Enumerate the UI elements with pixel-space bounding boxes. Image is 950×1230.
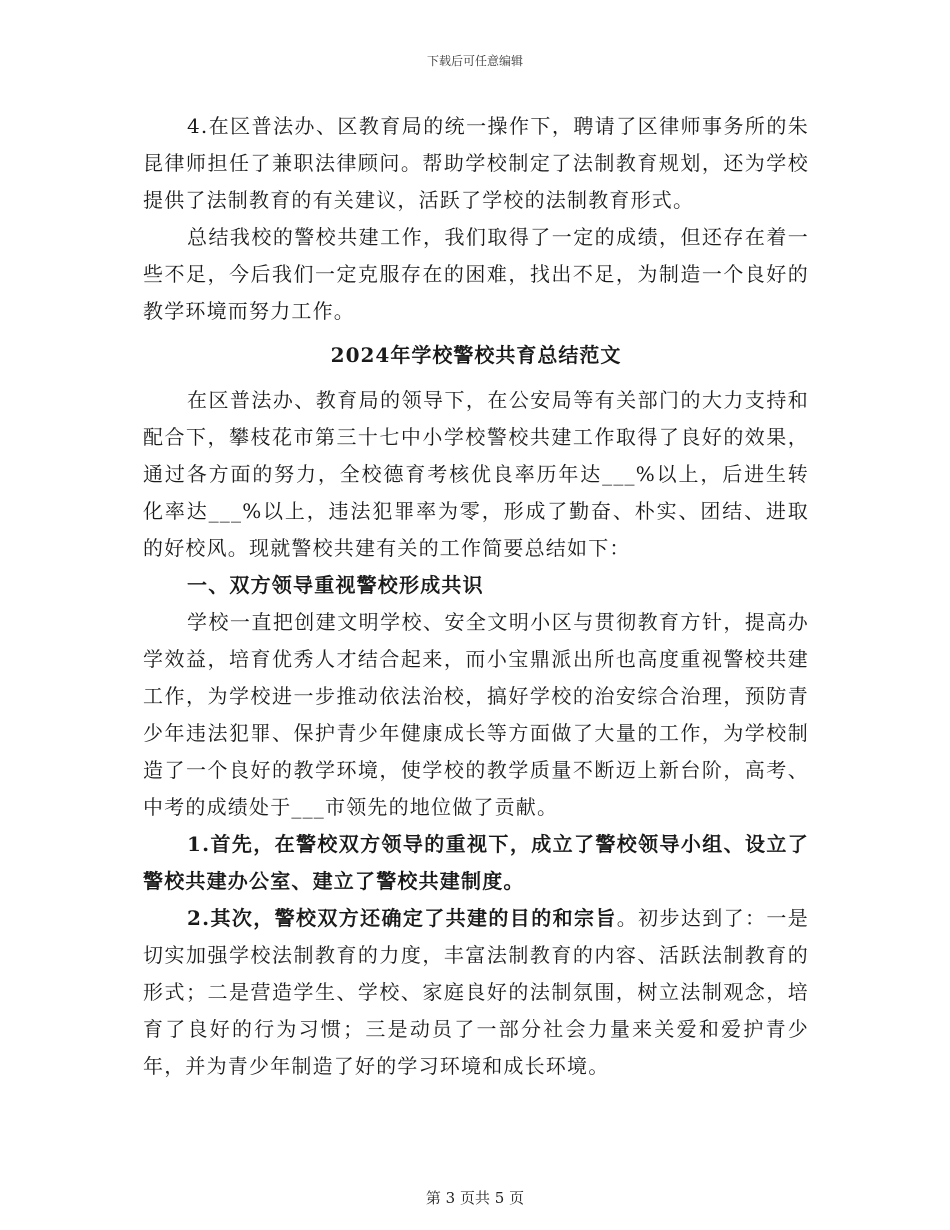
paragraph-item-4: 4.在区普法办、区教育局的统一操作下，聘请了区律师事务所的朱昆律师担任了兼职法律顾问。帮助学校制定了法制教育规划，还为学校提供了法制教育的有关建议，活跃了学校的法制教育形式。 bbox=[143, 114, 809, 212]
section-heading-1: 一、双方领导重视警校形成共识 bbox=[187, 573, 484, 597]
paragraph-intro: 在区普法办、教育局的领导下，在公安局等有关部门的大力支持和配合下，攀枝花市第三十七中小学校警校共建工作取得了良好的效果，通过各方面的努力，全校德育考核优良率历年达___%以上，后进生转化率达___%以上，违法犯罪率为零，形成了勤奋、朴实、团结、进取的好校风。现就警校共建有关的工作简要总结如下： bbox=[143, 388, 809, 560]
document-title: 2024年学校警校共育总结范文 bbox=[330, 343, 622, 367]
page-header: 下载后可任意编辑 bbox=[426, 54, 523, 68]
page-footer: 第 3 页共 5 页 bbox=[425, 1189, 525, 1207]
document-body bbox=[143, 108, 809, 1085]
paragraph-point-2 bbox=[143, 900, 809, 1085]
paragraph-point-1: 1.首先，在警校双方领导的重视下，成立了警校领导小组、设立了警校共建办公室、建立了警校共建制度。 bbox=[143, 832, 809, 893]
point-2-lead: 2.其次，警校双方还确定了共建的目的和宗旨 bbox=[187, 906, 617, 930]
paragraph-summary: 总结我校的警校共建工作，我们取得了一定的成绩，但还存在着一些不足，今后我们一定克服存在的困难，找出不足，为制造一个良好的教学环境而努力工作。 bbox=[143, 225, 809, 323]
paragraph-section-1: 学校一直把创建文明学校、安全文明小区与贯彻教育方针，提高办学效益，培育优秀人才结合起来，而小宝鼎派出所也高度重视警校共建工作，为学校进一步推动依法治校，搞好学校的治安综合治理，预防青少年违法犯罪、保护青少年健康成长等方面做了大量的工作，为学校制造了一个良好的教学环境，使学校的教学质量不断迈上新台阶，高考、中考的成绩处于___市领先的地位做了贡献。 bbox=[143, 610, 809, 819]
point-2-body: 。初步达到了：一是切实加强学校法制教育的力度，丰富法制教育的内容、活跃法制教育的形式；二是营造学生、学校、家庭良好的法制氛围，树立法制观念，培育了良好的行为习惯；三是动员了一部分社会力量来关爱和爱护青少年，并为青少年制造了好的学习环境和成长环境。 bbox=[143, 906, 809, 1078]
